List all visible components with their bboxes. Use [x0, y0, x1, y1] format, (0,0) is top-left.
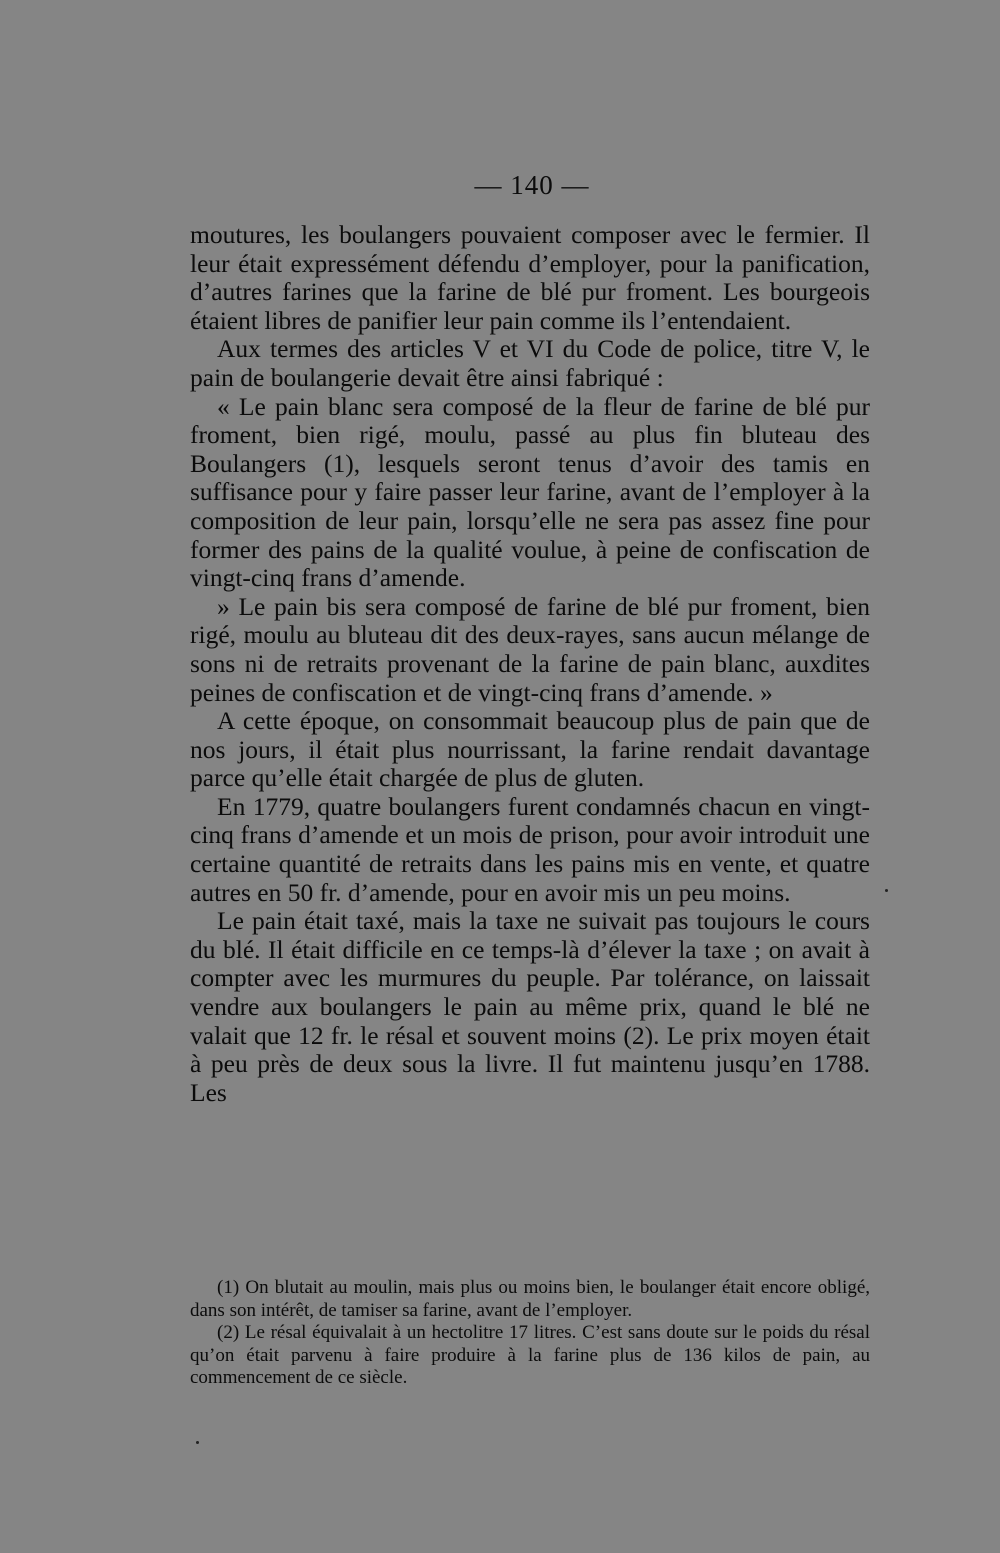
print-speck [885, 889, 888, 892]
footnotes [190, 1277, 870, 1390]
paragraph-1: moutures, les boulangers pouvaient composer avec le fermier. Il leur était expressément défendu d’employer, pour la panification, d’autres farines que la farine de blé pur froment. Les bourgeois étaient libres de panifier leur pain comme ils l’entendaient. [190, 220, 870, 335]
paragraph-3-quote: « Le pain blanc sera composé de la fleur de farine de blé pur froment, bien rigé, moulu, passé au plus fin bluteau des Boulangers (1), lesquels seront tenus d’avoir des tamis en suffisance pour y faire passer leur farine, avant de l’employer à la composition de leur pain, lorsqu’elle ne sera pas assez fine pour former des pains de la qualité voulue, à peine de confiscation de vingt-cinq frans d’amende. [190, 391, 870, 593]
paragraph-4-quote: » Le pain bis sera composé de farine de blé pur froment, bien rigé, moulu au bluteau dit des deux-rayes, sans aucun mélange de sons ni de retraits provenant de la farine de pain blanc, auxdites peines de confiscation et de vingt-cinq frans d’amende. » [190, 591, 870, 707]
paragraph-7: Le pain était taxé, mais la taxe ne suivait pas toujours le cours du blé. Il était difficile en ce temps-là d’élever la taxe ; on avait à compter avec les murmures du peuple. Par tolérance, on laissait vendre aux boulangers le pain au même prix, quand le blé ne valait que 12 fr. le résal et souvent moins (2). Le prix moyen était à peu près de deux sous la livre. Il fut maintenu jusqu’en 1788. Les [190, 906, 870, 1107]
body-text [190, 221, 870, 1107]
page-number: — 140 — [474, 170, 590, 200]
footnote-2: (2) Le résal équivalait à un hectolitre 17 litres. C’est sans doute sur le poids du résal qu’on était parvenu à faire produire à la farine plus de 136 kilos de pain, au commencement de ce siècle. [190, 1322, 870, 1388]
print-speck [196, 1441, 199, 1444]
paragraph-5: A cette époque, on consommait beaucoup plus de pain que de nos jours, il était plus nourrissant, la farine rendait davantage parce qu’elle était chargée de plus de gluten. [190, 706, 870, 793]
paragraph-6: En 1779, quatre boulangers furent condamnés chacun en vingt-cinq frans d’amende et un mois de prison, pour avoir introduit une certaine quantité de retraits dans les pains mis en vente, et quatre autres en 50 fr. d’amende, pour en avoir mis un peu moins. [190, 791, 870, 907]
footnote-1: (1) On blutait au moulin, mais plus ou moins bien, le boulanger était encore obligé, dans son intérêt, de tamiser sa farine, avant de l’employer. [190, 1277, 870, 1321]
paragraph-2: Aux termes des articles V et VI du Code de police, titre V, le pain de boulangerie devait être ainsi fabriqué : [190, 334, 870, 392]
